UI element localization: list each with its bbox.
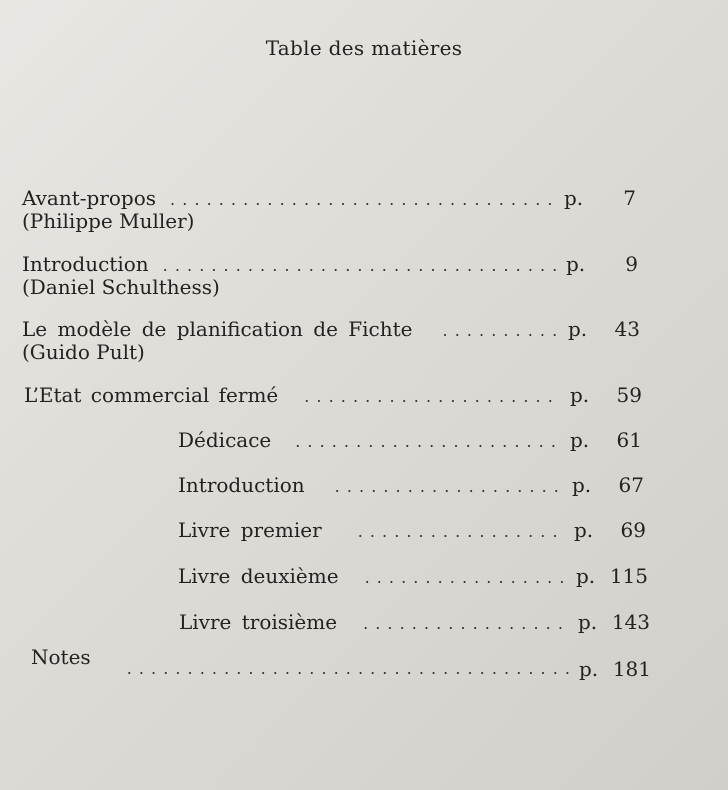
page-prefix: p.	[576, 564, 596, 588]
page-number: 9	[625, 252, 638, 276]
toc-entry-notes	[31, 645, 651, 681]
page-prefix: p.	[564, 186, 584, 210]
page-number: 69	[620, 518, 646, 542]
dot-leader	[443, 321, 558, 340]
dot-leader	[304, 387, 560, 406]
page-prefix: p.	[568, 317, 588, 341]
toc-entry-label: Introduction	[22, 252, 149, 276]
dot-leader	[358, 522, 564, 541]
toc-entry-label: Introduction	[178, 473, 305, 497]
page-number: 115	[609, 564, 648, 588]
page-prefix: p.	[566, 252, 586, 276]
toc-entry-label: Livre troisième	[179, 610, 338, 634]
page-prefix: p.	[578, 610, 598, 634]
dot-leader	[363, 614, 568, 633]
toc-entry-label: Avant-propos	[22, 186, 157, 210]
toc-entry-livre-premier	[178, 518, 646, 542]
toc-entry-author: (Daniel Schulthess)	[22, 275, 220, 299]
toc-entry-livre-troisieme	[179, 610, 650, 634]
dot-leader	[335, 477, 562, 496]
toc-entry-label: Notes	[31, 645, 91, 669]
dot-leader	[365, 568, 566, 587]
page-number: 59	[616, 383, 642, 407]
page-number: 7	[623, 186, 636, 210]
page-number: 143	[611, 610, 650, 634]
dot-leader	[295, 432, 560, 451]
toc-entry-etat-commercial	[24, 383, 642, 407]
toc-entry-modele-planification	[22, 317, 640, 341]
toc-entry-label: Dédicace	[178, 428, 272, 452]
toc-entry-author: (Guido Pult)	[22, 340, 145, 364]
toc-entry-label: Livre premier	[178, 518, 322, 542]
page-prefix: p.	[574, 518, 594, 542]
page-prefix: p.	[579, 657, 599, 681]
page-number: 61	[616, 428, 642, 452]
toc-entry-livre-deuxieme	[178, 564, 648, 588]
toc-entry-label: Livre deuxième	[178, 564, 339, 588]
toc-entry-dedicace	[178, 428, 642, 452]
page-number: 67	[618, 473, 644, 497]
page-prefix: p.	[570, 428, 590, 452]
page-prefix: p.	[570, 383, 590, 407]
toc-entry-author: (Philippe Muller)	[22, 209, 195, 233]
page-number: 43	[614, 317, 640, 341]
toc-entry-introduction-sub	[178, 473, 644, 497]
dot-leader	[163, 256, 556, 275]
toc-entry-label: L’Etat commercial fermé	[24, 383, 279, 407]
toc-entry-introduction	[22, 252, 638, 276]
dot-leader	[127, 659, 569, 678]
toc-entry-avant-propos	[22, 186, 636, 210]
toc-title: Table des matières	[265, 36, 463, 60]
page-number: 181	[612, 657, 651, 681]
dot-leader	[170, 190, 554, 209]
toc-entry-label: Le modèle de planification de Fichte	[22, 317, 413, 341]
page-prefix: p.	[572, 473, 592, 497]
